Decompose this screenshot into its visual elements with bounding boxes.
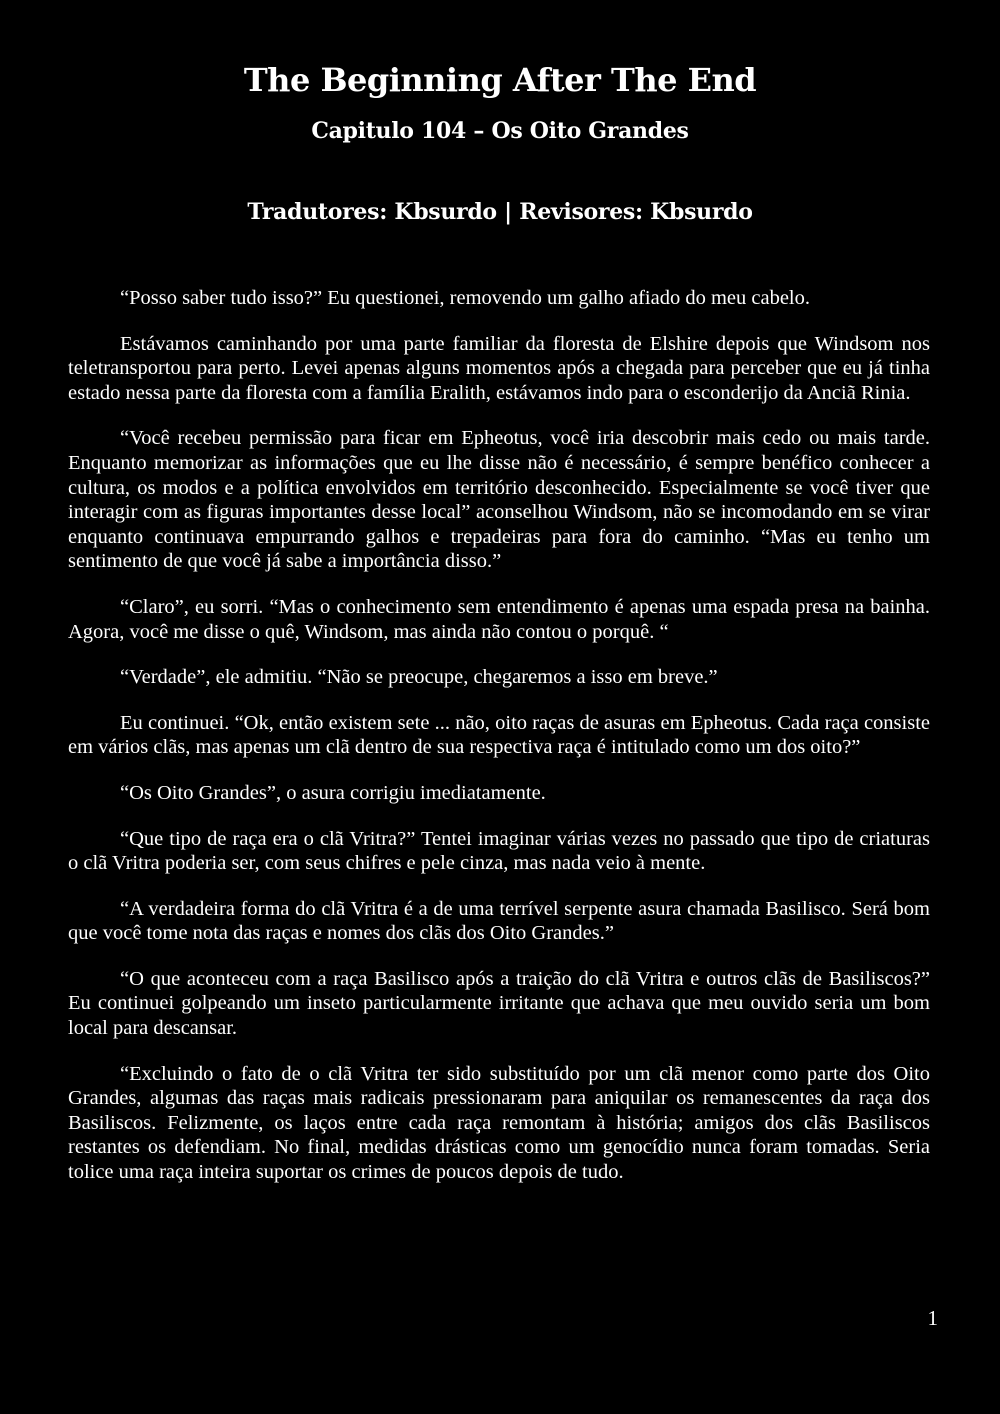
- paragraph: “Excluindo o fato de o clã Vritra ter sido substituído por um clã menor como parte dos Oito Grandes, algumas das raças mais radicais pressionaram para aniquilar os remanescentes da raça dos Basiliscos. Felizmente, os laços entre cada raça remontam à história; amigos dos clãs Basiliscos restantes os defendiam. No final, medidas drásticas como um genocídio nunca foram tomadas. Seria tolice uma raça inteira suportar os crimes de poucos depois de tudo.: [68, 1062, 930, 1184]
- paragraph: Eu continuei. “Ok, então existem sete ... não, oito raças de asuras em Epheotus. Cada raça consiste em vários clãs, mas apenas um clã dentro de sua respectiva raça é intitulado como um dos oito?”: [68, 711, 930, 759]
- paragraph: “Os Oito Grandes”, o asura corrigiu imediatamente.: [120, 781, 546, 804]
- paragraph: “Posso saber tudo isso?” Eu questionei, removendo um galho afiado do meu cabelo.: [120, 287, 811, 309]
- paragraph: “Que tipo de raça era o clã Vritra?” Tentei imaginar várias vezes no passado que tipo de criaturas o clã Vritra poderia ser, com seus chifres e pele cinza, mas nada veio à mente.: [68, 827, 930, 875]
- chapter-title: Capitulo 104 – Os Oito Grandes: [311, 118, 689, 144]
- document-title: The Beginning After The End: [243, 61, 757, 99]
- credits-line: Tradutores: Kbsurdo | Revisores: Kbsurdo: [247, 199, 753, 225]
- body-text: [68, 286, 930, 1206]
- paragraph: “A verdadeira forma do clã Vritra é a de uma terrível serpente asura chamada Basilisco. Será bom que você tome nota das raças e nomes dos clãs dos Oito Grandes.”: [68, 897, 930, 945]
- paragraph: “O que aconteceu com a raça Basilisco após a traição do clã Vritra e outros clãs de Basiliscos?” Eu continuei golpeando um inseto particularmente irritante que achava que meu ouvido seria um bom local para descansar.: [68, 967, 930, 1040]
- paragraph: Estávamos caminhando por uma parte familiar da floresta de Elshire depois que Windsom nos teletransportou para perto. Levei apenas alguns momentos após a chegada para perceber que eu já tinha estado nessa parte da floresta com a família Eralith, estávamos indo para o esconderijo da Anciã Rinia.: [68, 332, 930, 404]
- paragraph: “Claro”, eu sorri. “Mas o conhecimento sem entendimento é apenas uma espada presa na bainha. Agora, você me disse o quê, Windsom, mas ainda não contou o porquê. “: [68, 595, 930, 643]
- page-number: 1: [927, 1306, 938, 1330]
- paragraph: “Você recebeu permissão para ficar em Epheotus, você iria descobrir mais cedo ou mais tarde. Enquanto memorizar as informações que eu lhe disse não é necessário, é sempre benéfico conhecer a cultura, os modos e a política envolvidos em território desconhecido. Especialmente se você tiver que interagir com as figuras importantes desse local” aconselhou Windsom, não se incomodando em se virar enquanto continuava empurrando galhos e trepadeiras para fora do caminho. “Mas eu tenho um sentimento de que você já sabe a importância disso.”: [68, 427, 930, 573]
- paragraph: “Verdade”, ele admitiu. “Não se preocupe, chegaremos a isso em breve.”: [120, 666, 718, 689]
